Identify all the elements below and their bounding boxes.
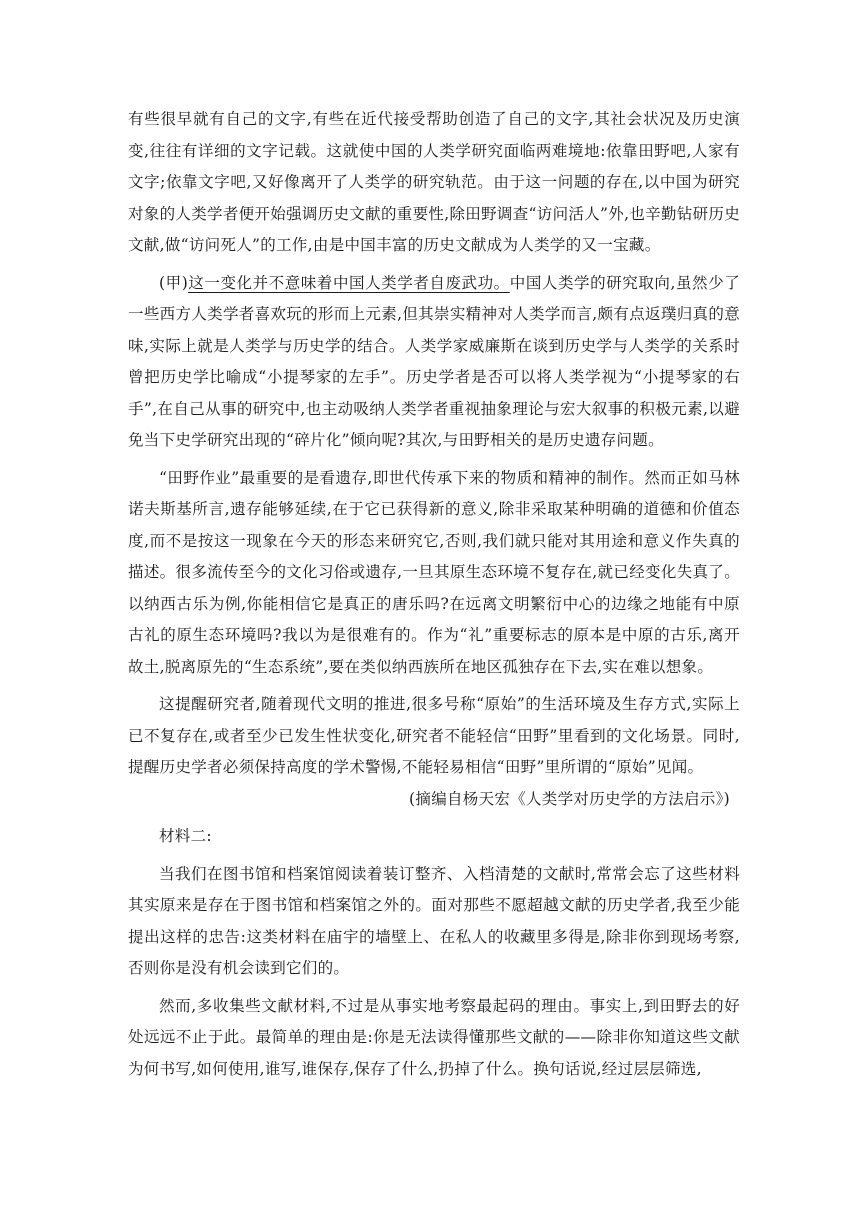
paragraph-2 [128, 268, 740, 457]
material-2-paragraph-2: 然而,多收集些文献材料,不过是从事实地考察最起码的理由。事实上,到田野去的好处远远不止于此。最简单的理由是:你是无法读得懂那些文献的——除非你知道这些文献为何书写,如何使用,谁写,谁保存,保存了什么,扔掉了什么。换句话说,经过层层筛选, [128, 996, 740, 1078]
material-2-paragraph-1: 当我们在图书馆和档案馆阅读着装订整齐、入档清楚的文献时,常常会忘了这些材料其实原来是存在于图书馆和档案馆之外的。面对那些不愿超越文献的历史学者,我至少能提出这样的忠告:这类材料在庙宇的墙壁上、在私人的收藏里多得是,除非你到现场考察,否则你是没有机会读到它们的。 [128, 864, 740, 977]
source-citation: (摘编自杨天宏《人类学对历史学的方法启示》) [409, 789, 730, 808]
material-2-heading: 材料二: [159, 827, 212, 845]
paragraph-2-body: 中国人类学的研究取向,虽然少了一些西方人类学者喜欢玩的形而上元素,但其崇实精神对人类学而言,颇有点返璞归真的意味,实际上就是人类学与历史学的结合。人类学家威廉斯在谈到历史学与人类学的关系时曾把历史学比喻成“小提琴家的左手”。历史学者是否可以将人类学视为“小提琴家的右手”,在自己从事的研究中,也主动吸纳人类学者重视抽象理论与宏大叙事的积极元素,以避免当下史学研究出现的“碎片化”倾向呢?其次,与田野相关的是历史遗存问题。 [128, 273, 740, 449]
underlined-sentence: 这一变化并不意味着中国人类学者自废武功。 [188, 273, 510, 292]
paragraph-4: 这提醒研究者,随着现代文明的推进,很多号称“原始”的生活环境及生存方式,实际上已不复存在,或者至少已发生性状变化,研究者不能轻信“田野”里看到的文化场景。同时,提醒历史学者必须保持高度的学术警惕,不能轻易相信“田野”里所谓的“原始”见闻。 [128, 695, 740, 776]
document-page [128, 104, 740, 1085]
paragraph-label: (甲) [159, 273, 189, 292]
paragraph-3: “田野作业”最重要的是看遗存,即世代传承下来的物质和精神的制作。然而正如马林诺夫斯基所言,遗存能够延续,在于它已获得新的意义,除非采取某种明确的道德和价值态度,而不是按这一现象在今天的形态来研究它,否则,我们就只能对其用途和意义作失真的描述。很多流传至今的文化习俗或遗存,一旦其原生态环境不复存在,就已经变化失真了。以纳西古乐为例,你能相信它是真正的唐乐吗?在远离文明繁衍中心的边缘之地能有中原古礼的原生态环境吗?我以为是很难有的。作为“礼”重要标志的原本是中原的古乐,离开故土,脱离原先的“生态系统”,要在类似纳西族所在地区孤独存在下去,实在难以想象。 [128, 468, 740, 676]
paragraph-1: 有些很早就有自己的文字,有些在近代接受帮助创造了自己的文字,其社会状况及历史演变,往往有详细的文字记载。这就使中国的人类学研究面临两难境地:依靠田野吧,人家有文字;依靠文字吧,又好像离开了人类学的研究轨范。由于这一问题的存在,以中国为研究对象的人类学者便开始强调历史文献的重要性,除田野调查“访问活人”外,也辛勤钻研历史文献,做“访问死人”的工作,由是中国丰富的历史文献成为人类学的又一宝藏。 [128, 110, 740, 254]
